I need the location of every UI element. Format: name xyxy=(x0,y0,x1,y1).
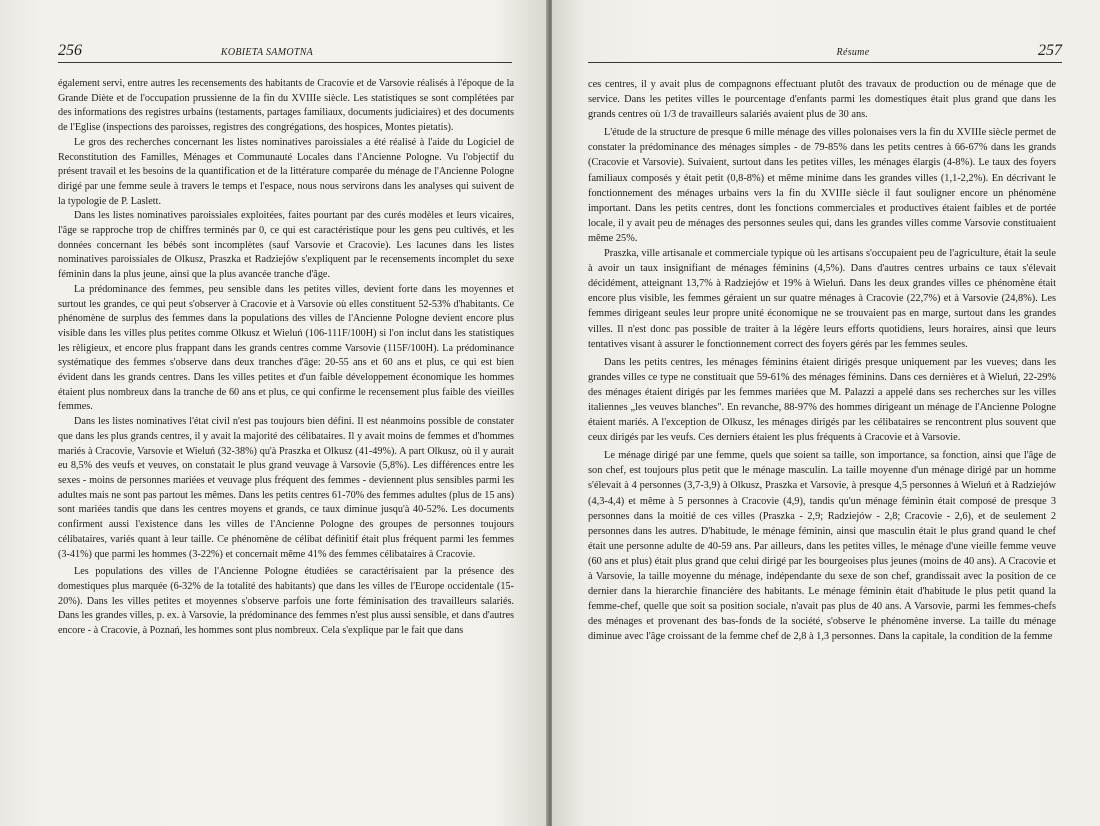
left-paragraph-1: également servi, entre autres les recensements des habitants de Cracovie et de Varsovie réalisés à l'époque de la Grande Diète et de l'occupation prussienne de la fin du XVIIIe siècle. Les statistiques se sont complétées par des informations des registres urbains (testaments, partages familiaux, documents judiciaires) et des documents de l'Eglise (inspections des paroisses, registres des congrégations, des hospices, Montes pietatis). xyxy=(58,78,514,134)
left-paragraph-6: Les populations des villes de l'Ancienne Pologne étudiées se caractérisaient par la présence des domestiques plus marquée (6-32% de la totalité des habitants) que dans les villes de l'Europe occidentale (15-20%). Dans les villes petites et moyennes s'observe parfois une forte féminisation des travailleurs salariés. Dans les grandes villes, p. ex. à Varsovie, la prédominance des femmes n'est plus aussi sensible, et dans d'autres encore - à Cracovie, à Poznań, les hommes sont plus nombreux. Cela s'explique par le fait que dans xyxy=(58,566,514,637)
right-page-header xyxy=(588,42,1062,63)
left-page xyxy=(0,0,548,826)
left-running-title: KOBIETA SAMOTNA xyxy=(220,47,314,58)
right-paragraph-4: Dans les petits centres, les ménages féminins étaient dirigés presque uniquement par les vueves; dans les grandes villes ce type ne constituait que 59-61% des ménages féminins. Dans ces dernières et à Wieluń, 22-29% des ménages étaient dirigés par les femmes mariées que M. Palazzi a appelé dans ses recherches sur les villes italiennes „les veuves blanches". En revanche, 88-97% des hommes dirigeant un ménage de l'Ancienne Pologne étaient mariés. A l'exception de Olkusz, les ménages dirigés par les célibataires se rencontrent plus souvent que ceux dirigés par les veufs. Ces derniers étaient les plus fréquents à Cracovie et à Varsovie. xyxy=(588,356,1056,444)
left-page-header xyxy=(58,42,512,63)
right-paragraph-2: L'étude de la structure de presque 6 mille ménage des villes polonaises vers la fin du XVIIIe siècle permet de constater la prédominance des ménages simples - de 79-85% dans les petits centres à 66-67% dans les grands (Cracovie et Varsovie). Suivaient, surtout dans les petites villes, les ménages élargis (4-8%). Le taux des foyers familiaux composés y était petit (0,8-8%) et même minime dans les grandes villes (1,1-2,2%). En décrivant le fonctionnement des ménages urbains vers la fin du XVIIIe siècle il faut souligner encore un phénomène important. Dans les petits centres, dont les fonctions commerciales et productives étaient faibles et de portée locale, il y avait peu de ménages des personnes seules qui, dans les grandes villes comme Varsovie constituaient même 25%. xyxy=(588,127,1056,244)
right-page-body xyxy=(588,77,1056,644)
left-paragraph-2: Le gros des recherches concernant les listes nominatives paroissiales a été réalisé à l'aide du Logiciel de Reconstitution des Familles, Ménages et Communauté Locales dans l'Ancienne Pologne. Vu l'objectif du présent travail et les besoins de la quantification et de la littérature comparée du ménage de l'Ancienne Pologne dirigé par une femme seule à travers le temps et l'espace, nous nous servirons dans les analyses qui suivent de la typologie de P. Laslett. xyxy=(58,136,514,207)
left-paragraph-4: La prédominance des femmes, peu sensible dans les petites villes, devient forte dans les moyennes et surtout les grandes, ce qui peut s'observer à Cracovie et à Varsovie où elles constituent 52-53% d'habitants. Ce phénomène de surplus des femmes dans la populations des villes de l'Ancienne Pologne devient encore plus visible dans les villes plus petites comme Olkusz et Wieluń (106-111F/100H) si l'on inclut dans les statistiques les rèligieux, et encore plus frappant dans les grands centres comme Varsovie (115F/100H). La prédominance systématique des femmes s'observe dans deux tranches d'âge: 20-55 ans et 60 ans et plus, ce qui est bien évident dans les grands centres. Dans les villes petites et d'un faible développement économique les hommes étaient plus nombreux dans la tranche de 60 ans et plus, ce qui confirme le recensement plus faible des vieilles femmes. xyxy=(58,283,514,413)
right-running-title: Résume xyxy=(836,47,870,58)
left-page-number: 256 xyxy=(58,42,82,59)
right-page xyxy=(552,0,1100,826)
left-paragraph-5: Dans les listes nominatives l'état civil n'est pas toujours bien défini. Il est néanmoins possible de constater que dans les plus grands centres, il y avait la majorité des célibataires. Il y avait moins de femmes et d'hommes mariés à Cracovie, Varsovie et Wieluń (32-38%) qu'à Praszka et Olkusz (41-49%). A part Olkusz, où il y aurait eu 8,5% des veufs et veuves, on constatait le plus grand veuvage à Varsovie (5,8%). Les différences entre les sexes - moins de personnes mariées et veuvage plus fréquent des femmes - deviennent plus sensibles parmi les adultes mais ne sont pas partout les mêmes. Dans les petits centres 61-70% des femmes adultes (plus de 15 ans) sont mariées tandis que dans les centres moyens et grands, ce taux diminue jusqu'à 40-52%. Les documents confirment aussi l'existence dans les villes de l'Ancienne Pologne des groupes de personnes toujours célibataires, variés quant à leur taille. Ce phénomène de célibat définitif était plus fréquent parmi les femmes (3-41%) que parmi les hommes (3-22%) et concernait même 41% des femmes célibataires à Cracovie. xyxy=(58,416,514,560)
right-page-number: 257 xyxy=(1038,42,1062,59)
right-paragraph-3: Praszka, ville artisanale et commerciale typique où les artisans s'occupaient peu de l'agriculture, était la seule à avoir un taux insignifiant de ménages féminins (4,5%). Dans d'autres centres urbains ce taux s'élevait décidément, atteignant 13,7% à Radziejów et 19% à Wieluń. Dans les deux grandes villes ce phénomène était encore plus visible, les femmes géraient un sur quatre ménages à Cracovie (22,7%) et à Varsovie (24,8%). Les femmes dirigeant seules leur propre unité économique ne se trouvaient pas en marge, surtout dans les grandes villes. Il n'est donc pas possible de traiter à la légère leurs efforts quotidiens, leurs horaires, ainsi que leurs tentatives visant à assurer le fonctionnement correct des foyers gérés par les femmes seules. xyxy=(588,248,1056,350)
left-page-body xyxy=(58,77,514,639)
left-paragraph-3: Dans les listes nominatives paroissiales exploitées, faites pourtant par des curés modèles et leurs vicaires, l'âge se rapproche trop de chiffres terminés par 0, ce qui est caractéristique pour les gens peu cultivés, et les données concernant les bébés sont incomplètes (sauf Varsovie et Cracovie). Les lacunes dans les listes nominatives paroissiales de Olkusz, Praszka et Radziejów s'expliquent par le recensements incomplet du sexe féminin dans la plus jeune, ainsi que la plus avancée tranche d'âge. xyxy=(58,210,514,281)
right-paragraph-1: ces centres, il y avait plus de compagnons effectuant plutôt des travaux de production ou de ménage que de service. Dans les petites villes le pourcentage d'enfants parmi les domestiques était plus grand que dans les grands centres où 1/3 de travailleurs salariés avaient plus de 30 ans. xyxy=(588,79,1056,121)
right-paragraph-5: Le ménage dirigé par une femme, quels que soient sa taille, son importance, sa fonction, ainsi que l'âge de son chef, est toujours plus petit que le ménage masculin. La taille moyenne d'un ménage dirigé par un homme s'élevait à 4 personnes (3,7-3,9) à Olkusz, Praszka et Varsovie, à presque 4,5 personnes à Wieluń et à Radziejów (4,3-4,4) et même à 5 personnes à Cracovie (4,9), tandis qu'un ménage féminin était composé de presque 3 personnes dans la moitié de ces villes (Praszka - 2,9; Radziejów - 2,8; Cracovie - 2,6), et de seulement 2 personnes dans les autres. D'habitude, le ménage féminin, ainsi que masculin était le plus grand quand le chef était une personne adulte de 40-59 ans. Par ailleurs, dans les petites villes, le ménage d'une vieille femme veuve (60 ans et plus) était plus grand que celui dirigé par les bourgeoises plus jeunes (moins de 40 ans). A Cracovie et à Varsovie, la taille moyenne du ménage, indépendante du sexe de son chef, grandissait avec la position de ce dernier dans la hierarchie financière des habitants. Le ménage féminin était d'habitude le plus petit quand la femme-chef, quelle que soit sa position sociale, n'avait pas plus de 40 ans. A Varsovie, parmi les femmes-chefs des ménages et provenant des bas-fonds de la société, s'observe le phénomène inverse. La taille du ménage diminue avec l'âge croissant de la femme chef de 2,8 à 1,3 personnes. Dans la capitale, la condition de la femme xyxy=(588,450,1056,643)
